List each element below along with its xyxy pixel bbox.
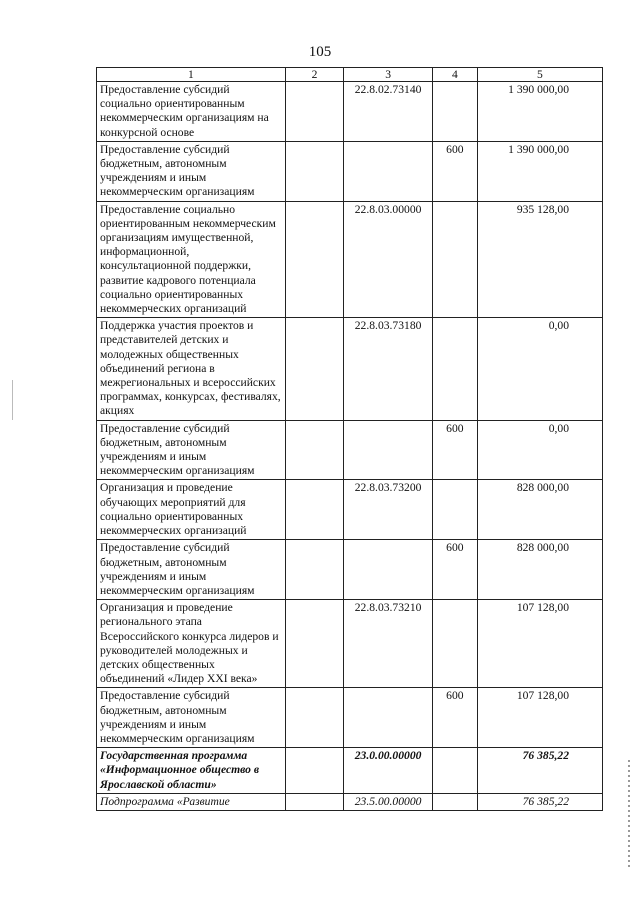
- table-row: [97, 748, 603, 794]
- row-col2-cell: [285, 420, 343, 480]
- budget-table: [96, 67, 603, 811]
- row-code-cell: [344, 420, 433, 480]
- row-type-cell: [432, 600, 477, 688]
- row-col2-cell: [285, 540, 343, 600]
- row-amount-cell: 1 390 000,00: [477, 82, 602, 142]
- row-code-cell: 22.8.03.00000: [344, 201, 433, 318]
- row-code-cell: 22.8.03.73180: [344, 318, 433, 420]
- row-code-cell: 22.8.03.73210: [344, 600, 433, 688]
- table-row: [97, 141, 603, 201]
- row-name-cell: Предоставление субсидий социально ориентированным некоммерческим организациям на конкурсной основе: [97, 82, 286, 142]
- column-header-5: 5: [477, 68, 602, 82]
- row-col2-cell: [285, 141, 343, 201]
- row-name-cell: Предоставление субсидий бюджетным, автономным учреждениям и иным некоммерческим организациям: [97, 420, 286, 480]
- column-header-3: 3: [344, 68, 433, 82]
- row-type-cell: 600: [432, 688, 477, 748]
- row-type-cell: [432, 82, 477, 142]
- row-type-cell: [432, 201, 477, 318]
- row-code-cell: 22.8.03.73200: [344, 480, 433, 540]
- table-row: [97, 793, 603, 810]
- row-name-cell: Организация и проведение обучающих мероприятий для социально ориентированных некоммерческих организаций: [97, 480, 286, 540]
- row-code-cell: 23.0.00.00000: [344, 748, 433, 794]
- row-col2-cell: [285, 480, 343, 540]
- scan-artifact-right: [628, 760, 630, 870]
- table-row: [97, 318, 603, 420]
- row-col2-cell: [285, 318, 343, 420]
- row-type-cell: 600: [432, 540, 477, 600]
- row-amount-cell: 828 000,00: [477, 480, 602, 540]
- scan-artifact-left: [12, 380, 13, 420]
- row-amount-cell: 828 000,00: [477, 540, 602, 600]
- table-row: [97, 480, 603, 540]
- table-body: [97, 82, 603, 811]
- row-type-cell: [432, 748, 477, 794]
- row-col2-cell: [285, 688, 343, 748]
- row-amount-cell: 0,00: [477, 420, 602, 480]
- row-name-cell: Предоставление социально ориентированным некоммерческим организациям имущественной, информационной, консультационной поддержки, развитие кадрового потенциала социально ориентированных некоммерческих организаций: [97, 201, 286, 318]
- row-code-cell: [344, 540, 433, 600]
- row-name-cell: Поддержка участия проектов и представителей детских и молодежных общественных объединений региона в межрегиональных и всероссийских программах, конкурсах, фестивалях, акциях: [97, 318, 286, 420]
- row-amount-cell: 107 128,00: [477, 600, 602, 688]
- row-code-cell: [344, 688, 433, 748]
- table-row: [97, 688, 603, 748]
- table-row: [97, 600, 603, 688]
- row-name-cell: Предоставление субсидий бюджетным, автономным учреждениям и иным некоммерческим организациям: [97, 688, 286, 748]
- column-header-2: 2: [285, 68, 343, 82]
- row-amount-cell: 0,00: [477, 318, 602, 420]
- row-name-cell: Подпрограмма «Развитие: [97, 793, 286, 810]
- row-amount-cell: 76 385,22: [477, 748, 602, 794]
- row-type-cell: [432, 480, 477, 540]
- page-number: 105: [308, 44, 332, 60]
- table-header-row: [97, 68, 603, 82]
- row-code-cell: 22.8.02.73140: [344, 82, 433, 142]
- row-type-cell: [432, 793, 477, 810]
- row-col2-cell: [285, 793, 343, 810]
- column-header-4: 4: [432, 68, 477, 82]
- row-amount-cell: 935 128,00: [477, 201, 602, 318]
- table-row: [97, 540, 603, 600]
- row-amount-cell: 1 390 000,00: [477, 141, 602, 201]
- row-type-cell: 600: [432, 420, 477, 480]
- row-amount-cell: 107 128,00: [477, 688, 602, 748]
- table-row: [97, 420, 603, 480]
- row-name-cell: Предоставление субсидий бюджетным, автономным учреждениям и иным некоммерческим организациям: [97, 141, 286, 201]
- row-name-cell: Организация и проведение регионального этапа Всероссийского конкурса лидеров и руководителей молодежных и детских общественных объединений «Лидер XXI века»: [97, 600, 286, 688]
- row-type-cell: [432, 318, 477, 420]
- row-col2-cell: [285, 748, 343, 794]
- table-row: [97, 82, 603, 142]
- row-code-cell: [344, 141, 433, 201]
- row-col2-cell: [285, 201, 343, 318]
- row-col2-cell: [285, 82, 343, 142]
- column-header-1: 1: [97, 68, 286, 82]
- row-name-cell: Предоставление субсидий бюджетным, автономным учреждениям и иным некоммерческим организациям: [97, 540, 286, 600]
- row-col2-cell: [285, 600, 343, 688]
- row-amount-cell: 76 385,22: [477, 793, 602, 810]
- row-name-cell: Государственная программа «Информационное общество в Ярославской области»: [97, 748, 286, 794]
- row-type-cell: 600: [432, 141, 477, 201]
- table-row: [97, 201, 603, 318]
- row-code-cell: 23.5.00.00000: [344, 793, 433, 810]
